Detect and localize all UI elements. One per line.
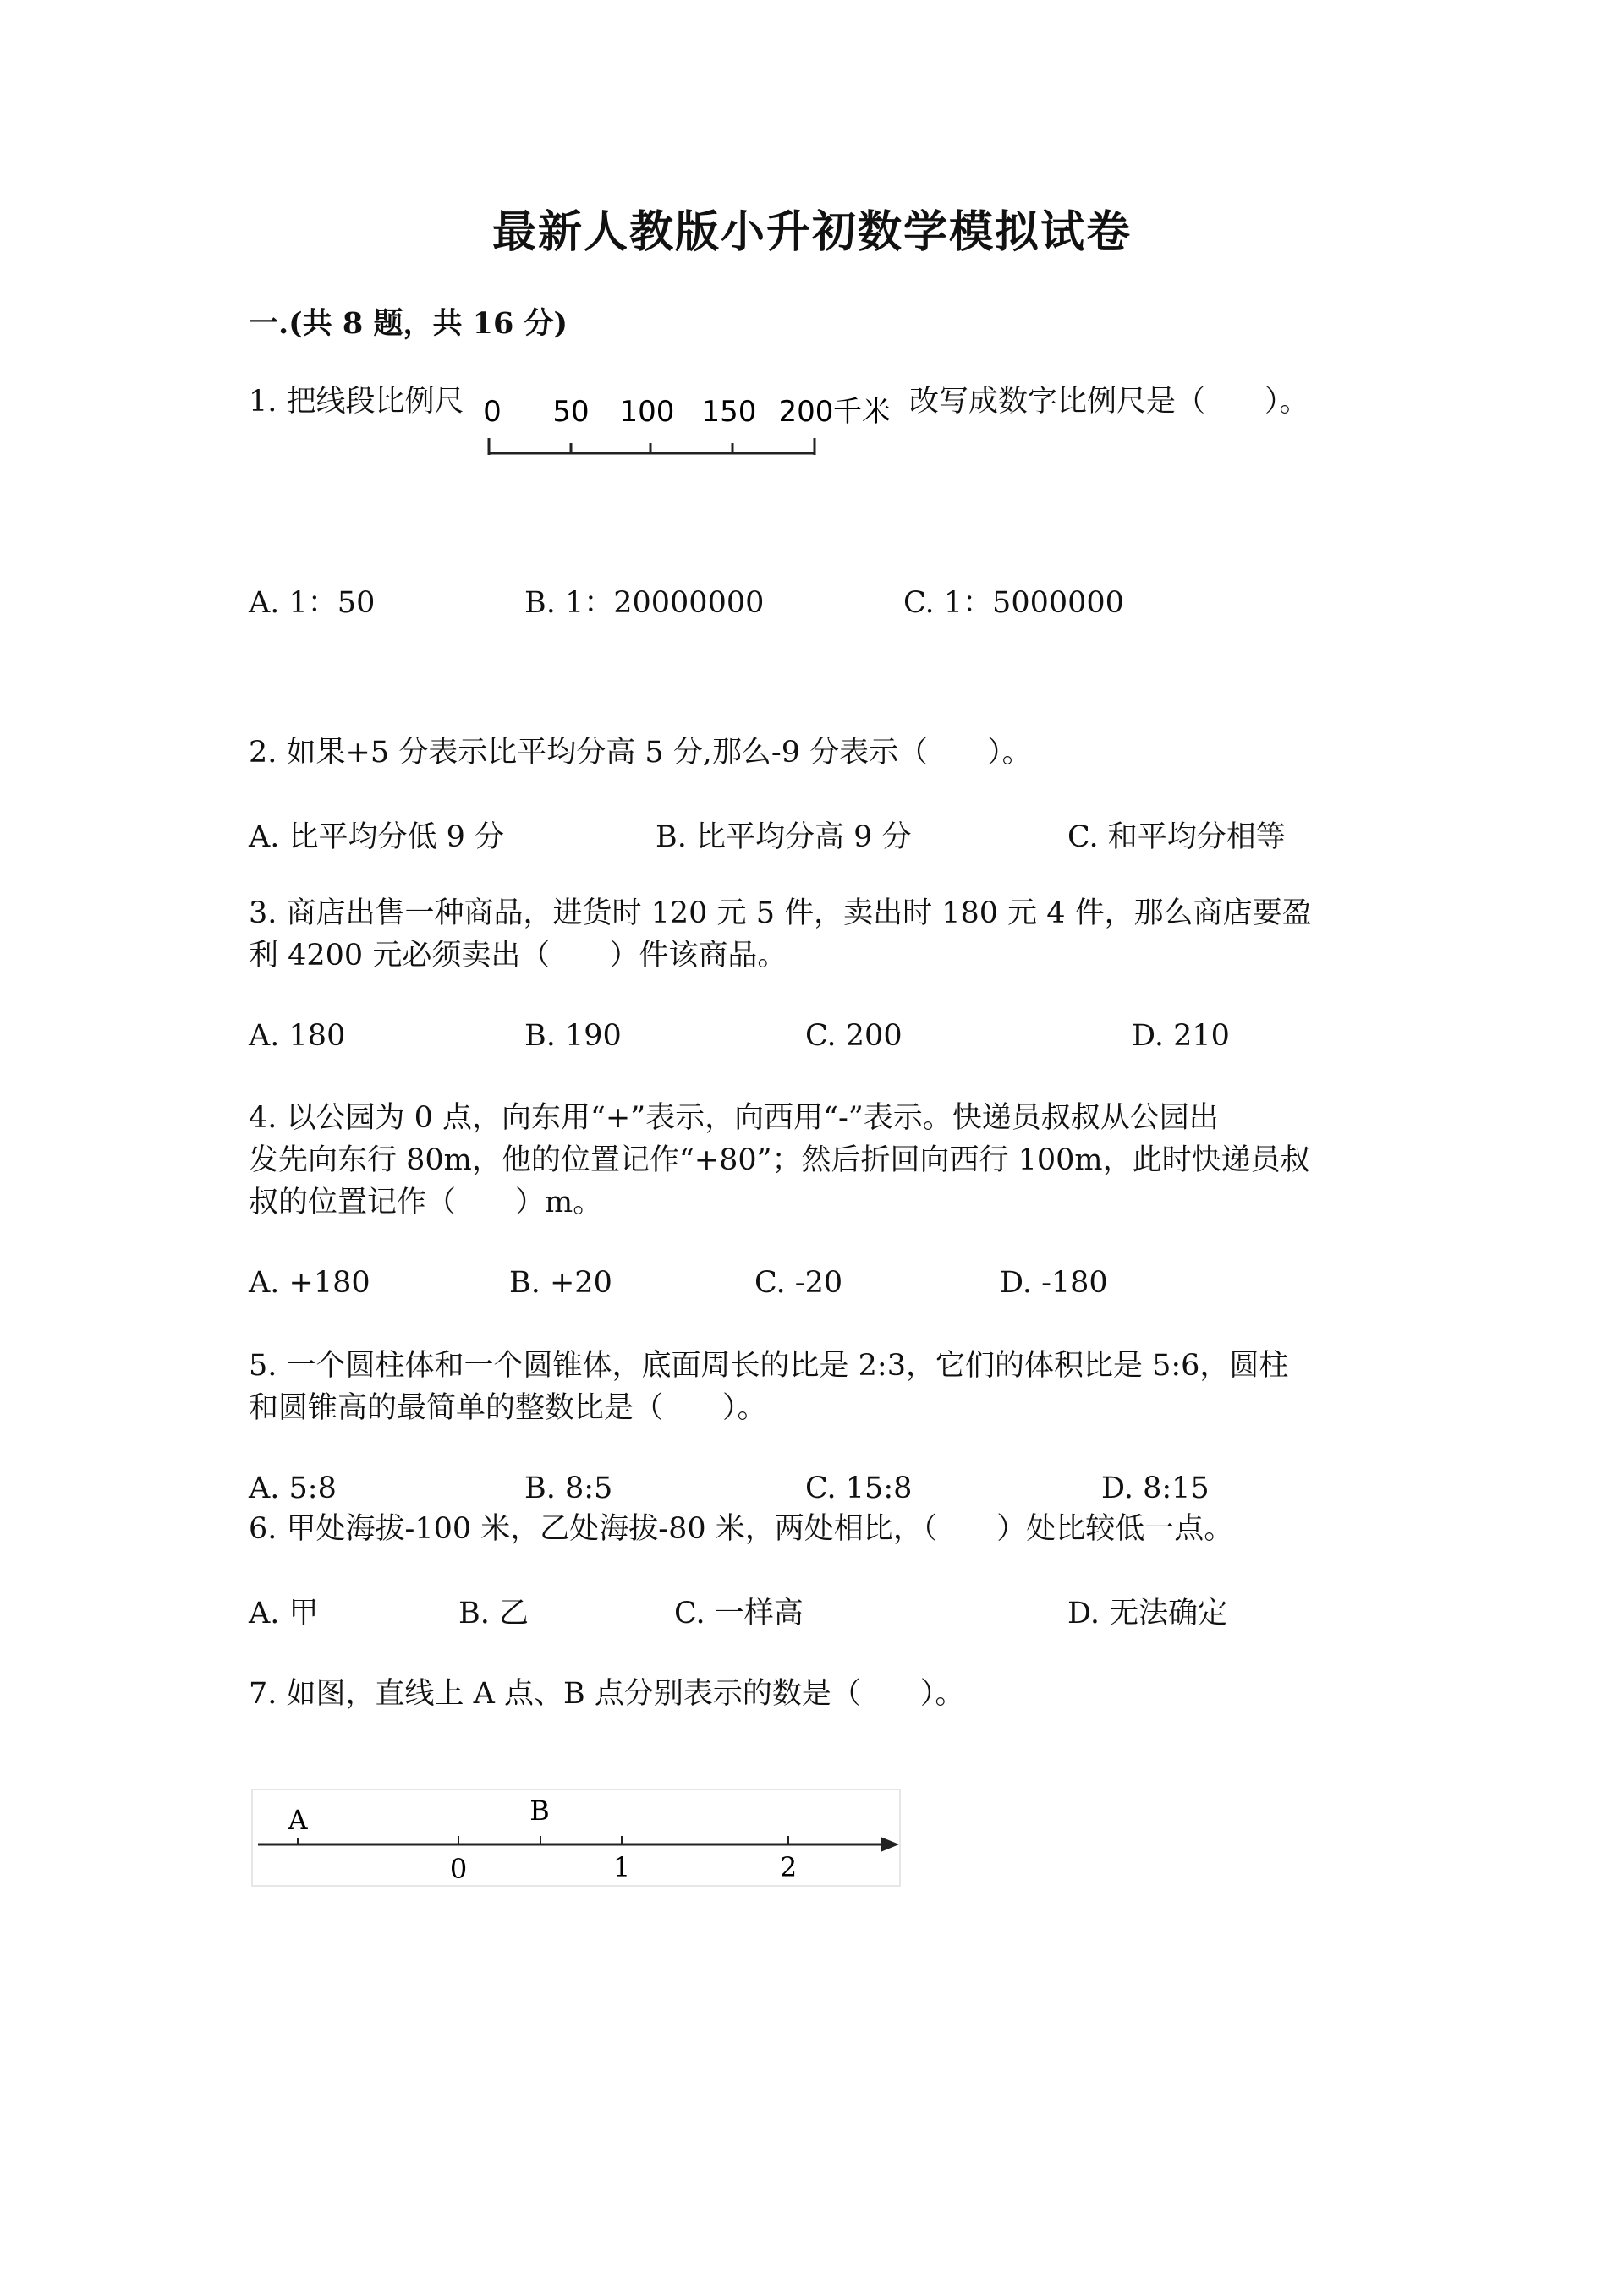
scale-tick-label: 150 [701,395,757,429]
q4-option-d: D. -180 [1000,1266,1108,1300]
q5-option-c: C. 15:8 [805,1471,913,1505]
question-5-line-2: 和圆锥高的最简单的整数比是（ ）。 [249,1391,767,1425]
scale-tick-label: 0 [483,395,502,429]
q1-option-c: C. 1：5000000 [903,586,1124,620]
q3-option-a: A. 180 [249,1019,346,1053]
scale-unit-label: 千米 [833,395,891,429]
tick-label-1: 1 [612,1851,631,1883]
scale-tick-label: 200 [778,395,834,429]
question-2: 2. 如果+5 分表示比平均分高 5 分,那么-9 分表示（ ）。 [249,736,1032,770]
number-line-figure [251,1789,903,1888]
q6-option-d: D. 无法确定 [1067,1597,1228,1630]
q4-option-b: B. +20 [509,1266,612,1300]
q6-option-a: A. 甲 [249,1597,319,1630]
question-5-line-1: 5. 一个圆柱体和一个圆锥体，底面周长的比是 2:3，它们的体积比是 5:6，圆柱 [249,1349,1289,1383]
q2-option-a: A. 比平均分低 9 分 [249,820,505,854]
q3-option-d: D. 210 [1132,1019,1230,1053]
question-4-line-3: 叔的位置记作（ ）m。 [249,1186,603,1219]
q4-option-c: C. -20 [754,1266,843,1300]
question-4-line-2: 发先向东行 80m，他的位置记作“+80”；然后折回向西行 100m，此时快递员叔 [249,1143,1310,1177]
question-3-line-2: 利 4200 元必须卖出（ ）件该商品。 [249,939,787,973]
q1-option-b: B. 1：20000000 [524,586,765,620]
q6-option-c: C. 一样高 [674,1597,804,1630]
q3-option-c: C. 200 [805,1019,903,1053]
point-a-label: A [288,1804,308,1836]
q5-option-d: D. 8:15 [1101,1471,1210,1505]
question-6: 6. 甲处海拔-100 米，乙处海拔-80 米，两处相比，（ ）处比较低一点。 [249,1512,1234,1546]
scale-tick-label: 50 [552,395,590,429]
line-segment-scale [474,355,922,465]
q4-option-a: A. +180 [249,1266,370,1300]
question-4-line-1: 4. 以公园为 0 点，向东用“+”表示，向西用“-”表示。快递员叔叔从公园出 [249,1101,1219,1135]
tick-label-2: 2 [779,1851,798,1883]
point-b-label: B [529,1795,550,1827]
q6-option-b: B. 乙 [458,1597,529,1630]
section-heading: 一.(共 8 题，共 16 分) [249,306,568,341]
q3-option-b: B. 190 [524,1019,622,1053]
tick-label-0: 0 [449,1853,468,1885]
q5-option-b: B. 8:5 [524,1471,613,1505]
q2-option-b: B. 比平均分高 9 分 [656,820,912,854]
question-1-suffix: 改写成数字比例尺是（ ）。 [909,385,1309,419]
q2-option-c: C. 和平均分相等 [1067,820,1286,854]
q1-option-a: A. 1：50 [249,586,376,620]
question-7: 7. 如图，直线上 A 点、B 点分别表示的数是（ ）。 [249,1677,965,1711]
question-1-prefix: 1. 把线段比例尺 [249,385,464,419]
page-title: 最新人教版小升初数学模拟试卷 [491,206,1132,258]
q5-option-a: A. 5:8 [249,1471,337,1505]
scale-tick-label: 100 [619,395,675,429]
question-3-line-1: 3. 商店出售一种商品，进货时 120 元 5 件，卖出时 180 元 4 件，那么商店要盈 [249,896,1312,930]
